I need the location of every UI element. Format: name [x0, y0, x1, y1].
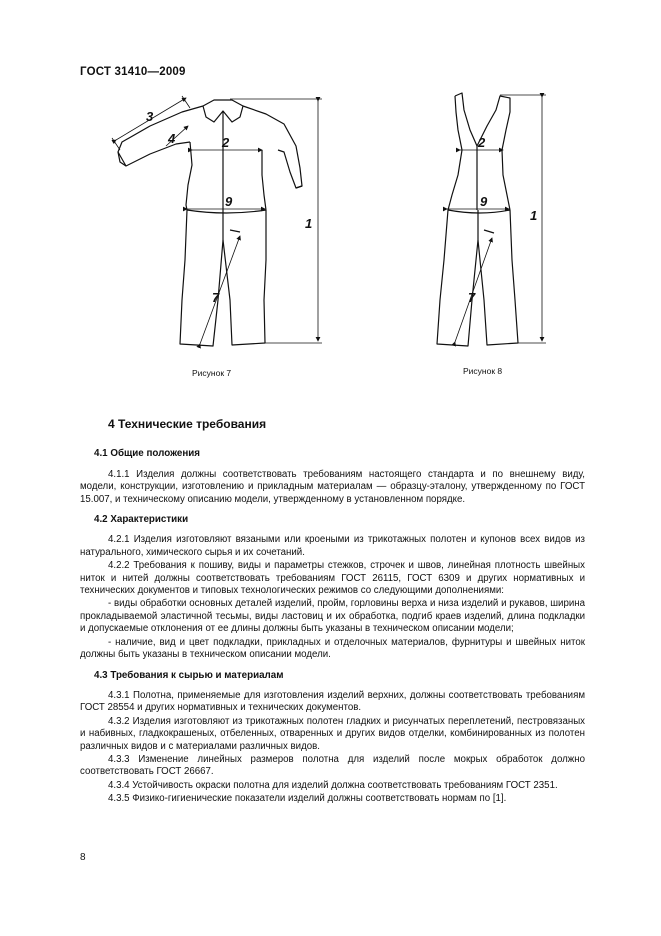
- page-number: 8: [80, 852, 86, 863]
- document-body: [80, 418, 585, 807]
- paragraph: 4.3.1 Полотна, применяемые для изготовления изделий верхних, должны соответствовать требованиям ГОСТ 28554 и других нормативных и технических документов.: [80, 689, 585, 714]
- fig7-label-9: 9: [225, 194, 233, 209]
- paragraph: 4.3.3 Изменение линейных размеров полотна для изделий после мокрых обработок должно соответствовать ГОСТ 26667.: [80, 753, 585, 778]
- fig8-label-2: 2: [478, 135, 486, 150]
- fig8-label-9: 9: [480, 194, 488, 209]
- paragraph: 4.3.4 Устойчивость окраски полотна для изделий должна соответствовать требованиям ГОСТ 2351.: [108, 779, 558, 791]
- paragraph: - наличие, вид и цвет подкладки, прикладных и отделочных материалов, фурнитуры и швейных ниток должны быть указаны в техническом описании модели.: [80, 636, 585, 661]
- paragraph: 4.3.5 Физико-гигиенические показатели изделий должны соответствовать нормам по [1].: [108, 793, 507, 805]
- fig8-label-7: 7: [468, 290, 476, 305]
- figure-8-caption: Рисунок 8: [463, 366, 503, 376]
- figures-area: [0, 0, 661, 400]
- paragraph: 4.3.2 Изделия изготовляют из трикотажных полотен гладких и рисунчатых переплетений, пестровязаных и набивных, гладкокрашеных, отбеленных, отваренных и других видов отделки, комбинированных из полотен различных видов и с материалами различных видов.: [80, 715, 585, 752]
- fig7-label-1: 1: [305, 216, 313, 231]
- paragraph: - виды обработки основных деталей изделий, пройм, горловины верха и низа изделий и рукавов, ширина прокладываемой эластичной тесьмы, виды ластовиц и их обработка, подгиб краев изделий, длина подкладки и допускаемые отклонения от ее длины должны быть указаны в техническом описании модели;: [80, 598, 585, 635]
- subsection-title: 4.1 Общие положения: [94, 448, 201, 460]
- section-title: 4 Технические требования: [108, 417, 267, 431]
- subsection-title: 4.3 Требования к сырью и материалам: [94, 669, 284, 681]
- fig7-label-2: 2: [222, 135, 230, 150]
- fig7-label-4: 4: [168, 131, 176, 146]
- paragraph: 4.1.1 Изделия должны соответствовать требованиям настоящего стандарта и по внешнему виду, модели, конструкции, изготовлению и прикладным материалам — образцу-эталону, утвержденному по ГОСТ 15.007, и техническому описанию модели, утвержденному в установленном порядке.: [80, 468, 585, 505]
- subsection-title: 4.2 Характеристики: [94, 514, 189, 526]
- figure-7-drawing: [118, 100, 302, 346]
- paragraph: 4.2.1 Изделия изготовляют вязаными или кроеными из трикотажных полотен и купонов всех видов из натурального, химического сырья и их сочетаний.: [80, 534, 585, 558]
- figure-8-drawing: [437, 93, 518, 346]
- fig7-label-3: 3: [146, 109, 154, 124]
- paragraph: 4.2.2 Требования к пошиву, виды и параметры стежков, строчек и швов, линейная плотность швейных ниток и нитей должны соответствовать требованиям ГОСТ 26115, ГОСТ 6309 и других нормативных и технических документов и типовых технологических режимов со следующими дополнениями:: [80, 560, 585, 597]
- page-header: ГОСТ 31410—2009: [80, 66, 186, 78]
- fig7-label-7: 7: [212, 290, 220, 305]
- fig8-label-1: 1: [530, 208, 538, 223]
- figure-7-caption: Рисунок 7: [192, 368, 232, 378]
